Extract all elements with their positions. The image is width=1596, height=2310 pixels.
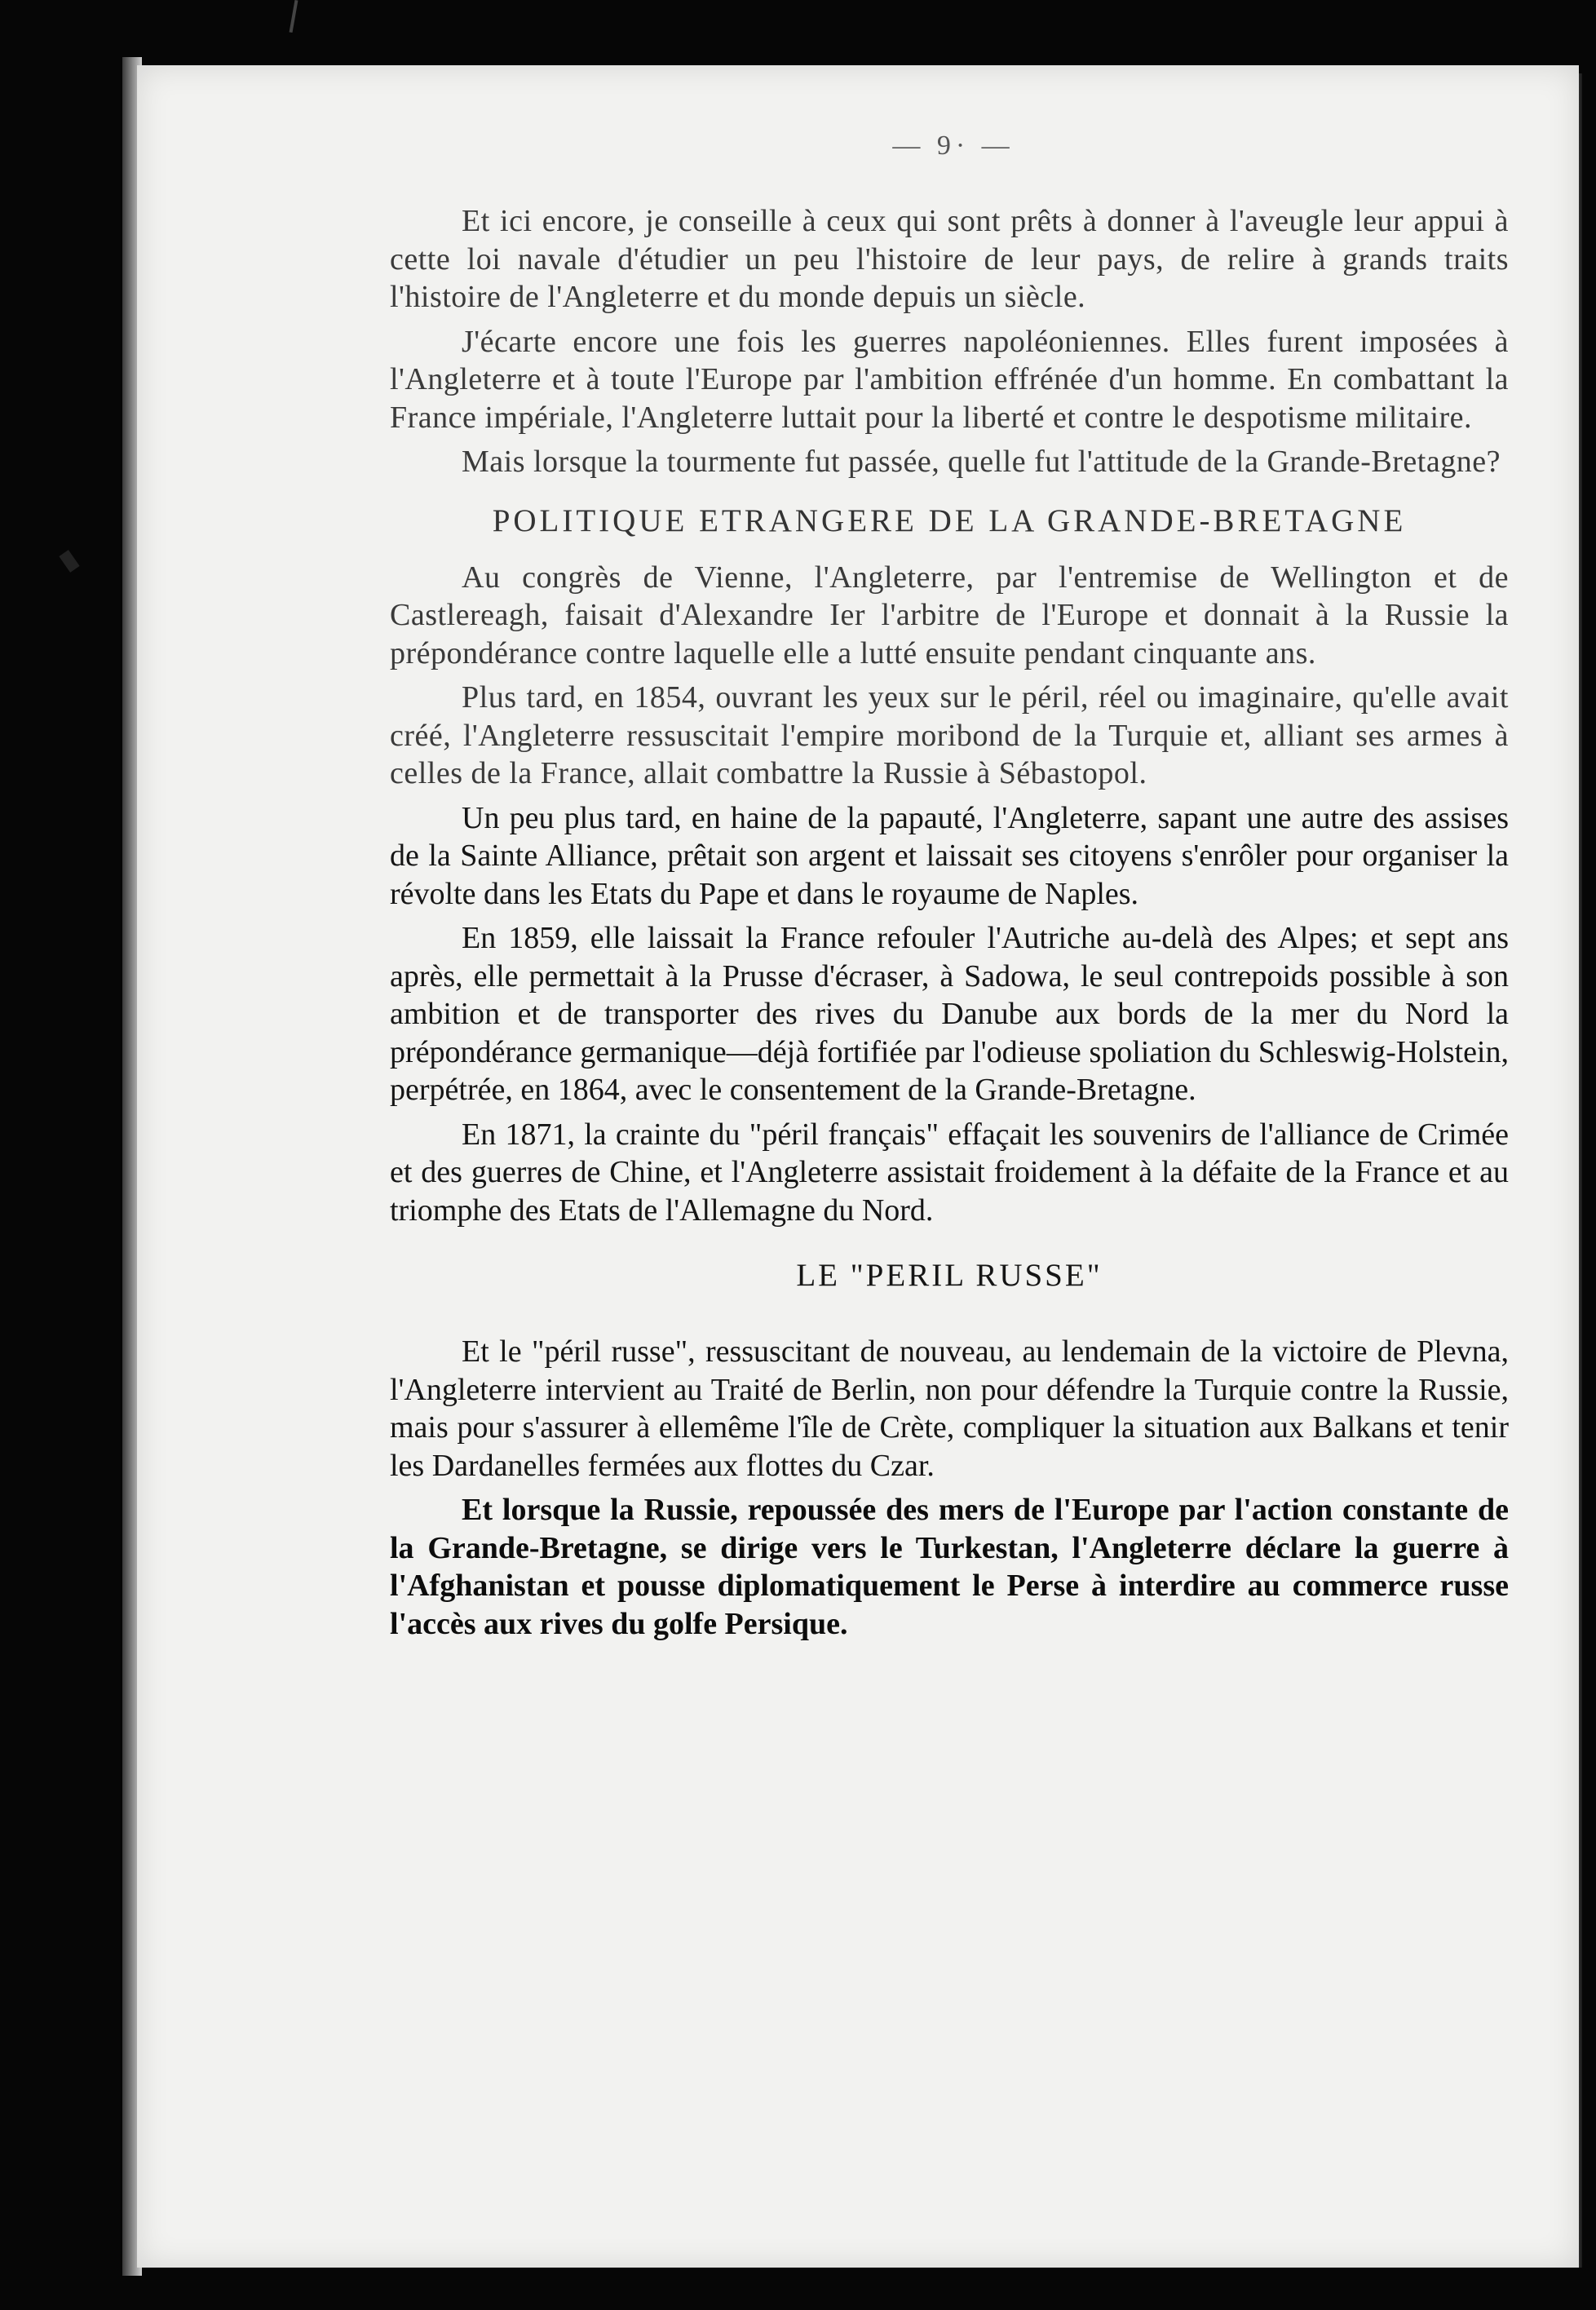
paragraph-congres-vienne: Au congrès de Vienne, l'Angleterre, par l'entremise de Wellington et de Castlereagh, faisait d'Alexandre Ier l'arbitre de l'Europe et donnait à la Russie la prépondérance contre laquelle elle a lutté ensuite pendant cinquante ans. [390,560,1509,670]
paragraph-guerres-napoleoniennes: J'écarte encore une fois les guerres napoléoniennes. Elles furent imposées à l'Angleterre et à toute l'Europe par l'ambition effrénée d'un homme. En combattant la France impériale, l'Angleterre luttait pour la liberté et contre le despotisme militaire. [390,324,1509,435]
page-text [390,131,1509,1649]
paragraph-sebastopol: Plus tard, en 1854, ouvrant les yeux sur le péril, réel ou imaginaire, qu'elle avait créé, l'Angleterre ressuscitait l'empire moribond de la Turquie et, alliant ses armes à celles de la France, allait combattre la Russie à Sébastopol. [390,680,1509,790]
paragraph-conseil: Et ici encore, je conseille à ceux qui sont prêts à donner à l'aveugle leur appui à cette loi navale d'étudier un peu l'histoire de leur pays, de relire à grands traits l'histoire de l'Angleterre et du monde depuis un siècle. [390,204,1509,314]
paragraph-papaute: Un peu plus tard, en haine de la papauté, l'Angleterre, sapant une autre des assises de la Sainte Alliance, prêtait son argent et laissait ses citoyens s'enrôler pour organiser la révolte dans les Etats du Pape et dans le royaume de Naples. [390,800,1509,911]
paragraph-1871: En 1871, la crainte du "péril français" effaçait les souvenirs de l'alliance de Crimée et des guerres de Chine, et l'Angleterre assistait froidement à la défaite de la France et au triomphe des Etats de l'Allemagne du Nord. [390,1117,1509,1228]
paragraph-turkestan: Et lorsque la Russie, repoussée des mers de l'Europe par l'action constante de la Grande-Bretagne, se dirige vers le Turkestan, l'Angleterre déclare la guerre à l'Afghanistan et pousse diplomatiquement le Perse à interdire au commerce russe l'accès aux rives du golfe Persique. [390,1493,1509,1641]
section-heading-politique: POLITIQUE ETRANGERE DE LA GRANDE-BRETAGNE [492,502,1407,538]
paragraph-1859: En 1859, elle laissait la France refouler l'Autriche au-delà des Alpes; et sept ans après, elle permettait à la Prusse d'écraser, à Sadowa, le seul contrepoids possible à son ambition et de transporter des rives du Danube aux bords de la mer du Nord la prépondérance germanique—déjà fortifiée par l'odieuse spoliation du Schleswig-Holstein, perpétrée, en 1864, avec le consentement de la Grande-Bretagne. [390,921,1509,1107]
page-number: — 9· — [892,131,1015,161]
paragraph-plevna: Et le "péril russe", ressuscitant de nouveau, au lendemain de la victoire de Plevna, l'Angleterre intervient au Traité de Berlin, non pour défendre la Turquie contre la Russie, mais pour s'assurer à ellemême l'île de Crète, compliquer la situation aux Balkans et tenir les Dardanelles fermées aux flottes du Czar. [390,1334,1509,1483]
paragraph-tourmente: Mais lorsque la tourmente fut passée, quelle fut l'attitude de la Grande-Bretagne? [462,445,1501,479]
section-heading-peril-russe: LE "PERIL RUSSE" [796,1258,1103,1293]
